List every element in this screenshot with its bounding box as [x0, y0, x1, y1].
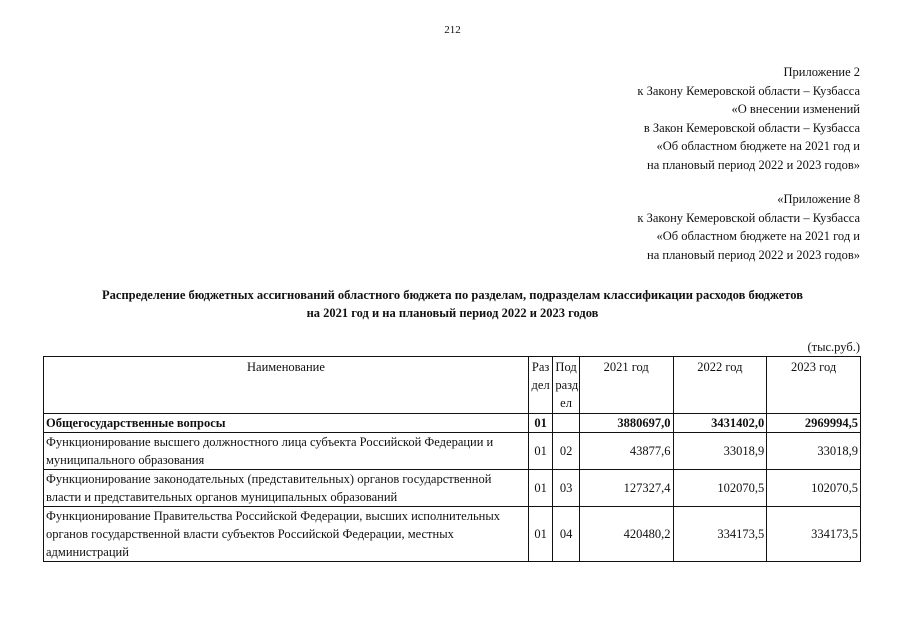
row-2023: 33018,9 [767, 433, 861, 470]
row-2022: 334173,5 [673, 507, 767, 562]
appendix-line: к Закону Кемеровской области – Кузбасса [637, 210, 860, 225]
table-row [44, 414, 861, 433]
table-row [44, 433, 861, 470]
appendix-reference-secondary [637, 190, 860, 264]
table-header-row [44, 357, 861, 414]
row-razdel: 01 [528, 507, 552, 562]
appendix-line: «Об областном бюджете на 2021 год и [656, 139, 860, 153]
header-razdel: Раз дел [528, 357, 552, 414]
row-2022: 3431402,0 [673, 414, 767, 433]
document-title-line: Распределение бюджетных ассигнований областного бюджета по разделам, подразделам классификации расходов бюджетов [102, 288, 803, 302]
table-row [44, 507, 861, 562]
budget-table [43, 356, 861, 562]
appendix-line: в Закон Кемеровской области – Кузбасса [643, 120, 860, 135]
row-name: Функционирование высшего должностного лица субъекта Российской Федерации и муниципального образования [44, 433, 529, 470]
row-podrazdel: 03 [553, 470, 579, 507]
appendix-line: «Об областном бюджете на 2021 год и [656, 229, 860, 243]
document-title-line: на 2021 год и на плановый период 2022 и 2023 годов [306, 306, 599, 320]
header-2023: 2023 год [767, 357, 861, 414]
units-label: (тыс.руб.) [807, 340, 860, 354]
row-podrazdel: 04 [553, 507, 579, 562]
row-razdel: 01 [528, 414, 552, 433]
appendix-line: Приложение 2 [783, 65, 860, 79]
row-name: Общегосударственные вопросы [44, 414, 529, 433]
row-2021: 420480,2 [579, 507, 673, 562]
row-2021: 3880697,0 [579, 414, 673, 433]
appendix-line: на плановый период 2022 и 2023 годов» [647, 157, 860, 172]
row-2023: 102070,5 [767, 470, 861, 507]
page-number: 212 [444, 24, 461, 36]
row-2022: 33018,9 [673, 433, 767, 470]
row-name: Функционирование Правительства Российской Федерации, высших исполнительных органов государственной власти субъектов Российской Федерации, местных администраций [44, 507, 529, 562]
document-title [40, 286, 865, 322]
row-razdel: 01 [528, 433, 552, 470]
row-2023: 2969994,5 [767, 414, 861, 433]
row-2021: 127327,4 [579, 470, 673, 507]
appendix-line: «О внесении изменений [731, 102, 860, 116]
row-2021: 43877,6 [579, 433, 673, 470]
row-2022: 102070,5 [673, 470, 767, 507]
appendix-line: к Закону Кемеровской области – Кузбасса [637, 83, 860, 98]
row-podrazdel [553, 414, 579, 433]
row-name: Функционирование законодательных (представительных) органов государственной власти и представительных органов муниципальных образований [44, 470, 529, 507]
header-podrazdel: Под разд ел [553, 357, 579, 414]
appendix-line: «Приложение 8 [777, 192, 860, 206]
appendix-reference-primary [637, 63, 860, 174]
header-name: Наименование [44, 357, 529, 414]
header-2021: 2021 год [579, 357, 673, 414]
table-row [44, 470, 861, 507]
header-2022: 2022 год [673, 357, 767, 414]
row-razdel: 01 [528, 470, 552, 507]
row-podrazdel: 02 [553, 433, 579, 470]
appendix-line: на плановый период 2022 и 2023 годов» [647, 247, 860, 262]
row-2023: 334173,5 [767, 507, 861, 562]
